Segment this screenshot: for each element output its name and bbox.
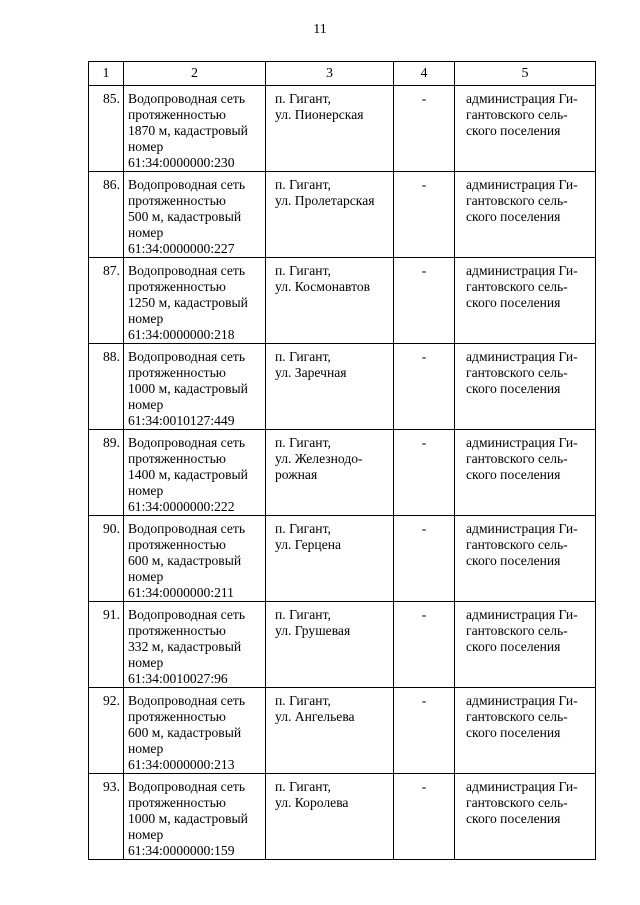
object-name-line: Водопроводная сеть [128,521,246,536]
table-header [89,62,596,86]
registry-table [88,61,596,860]
object-name-line: протяженностью [128,537,226,552]
row-number: 90. [89,516,124,602]
owner-line: гантовского сель- [466,623,568,638]
header-row [89,62,596,86]
object-name-line: 61:34:0000000:222 [128,499,235,514]
object-name-line: Водопроводная сеть [128,349,246,364]
owner-line: администрация Ги- [466,521,578,536]
row-number: 85. [89,86,124,172]
owner-cell [455,602,596,688]
object-name-line: протяженностью [128,107,226,122]
address-cell [266,688,394,774]
object-name-cell [124,516,266,602]
object-name-line: протяженностью [128,365,226,380]
object-name-line: 61:34:0000000:213 [128,757,235,772]
row-number: 87. [89,258,124,344]
column-4-cell: - [394,774,455,860]
owner-line: администрация Ги- [466,91,578,106]
object-name-cell [124,430,266,516]
owner-line: администрация Ги- [466,349,578,364]
address-line: ул. Герцена [275,537,342,552]
object-name-line: Водопроводная сеть [128,693,246,708]
object-name-line: протяженностью [128,709,226,724]
column-4-cell: - [394,602,455,688]
owner-cell [455,774,596,860]
object-name-cell [124,172,266,258]
address-line: п. Гигант, [275,435,331,450]
object-name-line: протяженностью [128,451,226,466]
address-line: п. Гигант, [275,177,331,192]
address-line: ул. Грушевая [275,623,351,638]
object-name-line: 61:34:0000000:218 [128,327,235,342]
owner-line: ского поселения [466,811,561,826]
object-name-line: 61:34:0000000:230 [128,155,235,170]
object-name-line: 61:34:0000000:159 [128,843,235,858]
owner-line: гантовского сель- [466,279,568,294]
owner-cell [455,344,596,430]
object-name-line: 1000 м, кадастровый [128,381,248,396]
owner-line: гантовского сель- [466,193,568,208]
address-line: п. Гигант, [275,349,331,364]
address-line: ул. Космонавтов [275,279,371,294]
object-name-line: номер [128,225,164,240]
object-name-line: 500 м, кадастровый [128,209,242,224]
address-cell [266,602,394,688]
object-name-line: Водопроводная сеть [128,435,246,450]
header-col-5: 5 [455,62,596,86]
column-4-cell: - [394,688,455,774]
header-col-1: 1 [89,62,124,86]
column-4-cell: - [394,258,455,344]
owner-line: ского поселения [466,295,561,310]
address-cell [266,774,394,860]
address-line: ул. Заречная [275,365,347,380]
column-4-cell: - [394,430,455,516]
address-cell [266,258,394,344]
owner-line: администрация Ги- [466,177,578,192]
object-name-line: номер [128,139,164,154]
owner-line: ского поселения [466,553,561,568]
object-name-line: 1870 м, кадастровый [128,123,248,138]
object-name-line: протяженностью [128,279,226,294]
table-row [89,344,596,430]
owner-line: гантовского сель- [466,451,568,466]
owner-line: администрация Ги- [466,607,578,622]
table-row [89,516,596,602]
address-cell [266,344,394,430]
address-line: ул. Пионерская [275,107,364,122]
owner-line: администрация Ги- [466,435,578,450]
row-number: 91. [89,602,124,688]
object-name-line: Водопроводная сеть [128,177,246,192]
object-name-line: 1000 м, кадастровый [128,811,248,826]
owner-cell [455,172,596,258]
row-number: 86. [89,172,124,258]
owner-line: ского поселения [466,725,561,740]
object-name-line: Водопроводная сеть [128,91,246,106]
owner-cell [455,258,596,344]
object-name-line: протяженностью [128,193,226,208]
owner-line: гантовского сель- [466,709,568,724]
object-name-line: 600 м, кадастровый [128,553,242,568]
page-number: 11 [313,22,327,37]
owner-cell [455,516,596,602]
object-name-cell [124,258,266,344]
object-name-cell [124,86,266,172]
object-name-line: номер [128,655,164,670]
address-line: ул. Королева [275,795,349,810]
object-name-line: номер [128,311,164,326]
owner-line: администрация Ги- [466,779,578,794]
owner-line: ского поселения [466,209,561,224]
object-name-line: 61:34:0000000:211 [128,585,234,600]
address-line: п. Гигант, [275,263,331,278]
object-name-line: номер [128,741,164,756]
object-name-line: 600 м, кадастровый [128,725,242,740]
column-4-cell: - [394,344,455,430]
address-cell [266,172,394,258]
object-name-line: протяженностью [128,623,226,638]
table-row [89,602,596,688]
row-number: 93. [89,774,124,860]
object-name-line: Водопроводная сеть [128,263,246,278]
address-line: ул. Пролетарская [275,193,375,208]
owner-line: гантовского сель- [466,107,568,122]
column-4-cell: - [394,86,455,172]
object-name-line: 332 м, кадастровый [128,639,242,654]
address-line: п. Гигант, [275,693,331,708]
object-name-line: номер [128,827,164,842]
owner-cell [455,688,596,774]
table-row [89,86,596,172]
owner-line: администрация Ги- [466,263,578,278]
owner-line: ского поселения [466,123,561,138]
address-line: ул. Железнодо- [275,451,363,466]
object-name-line: номер [128,397,164,412]
object-name-cell [124,688,266,774]
address-line: п. Гигант, [275,91,331,106]
header-col-3: 3 [266,62,394,86]
owner-cell [455,86,596,172]
owner-line: ского поселения [466,639,561,654]
address-cell [266,430,394,516]
row-number: 88. [89,344,124,430]
owner-line: ского поселения [466,381,561,396]
address-line: п. Гигант, [275,521,331,536]
object-name-line: Водопроводная сеть [128,607,246,622]
object-name-line: Водопроводная сеть [128,779,246,794]
object-name-cell [124,774,266,860]
row-number: 92. [89,688,124,774]
object-name-line: номер [128,569,164,584]
table-row [89,430,596,516]
column-4-cell: - [394,516,455,602]
object-name-cell [124,344,266,430]
object-name-line: 61:34:0010127:449 [128,413,235,428]
object-name-line: протяженностью [128,795,226,810]
row-number: 89. [89,430,124,516]
table-row [89,688,596,774]
table-row [89,774,596,860]
object-name-cell [124,602,266,688]
address-cell [266,86,394,172]
table-row [89,258,596,344]
owner-line: ского поселения [466,467,561,482]
object-name-line: 61:34:0000000:227 [128,241,235,256]
address-line: рожная [275,467,318,482]
table-body [89,86,596,860]
address-line: п. Гигант, [275,779,331,794]
owner-line: гантовского сель- [466,365,568,380]
address-line: п. Гигант, [275,607,331,622]
owner-line: администрация Ги- [466,693,578,708]
address-line: ул. Ангельева [275,709,355,724]
object-name-line: 1400 м, кадастровый [128,467,248,482]
object-name-line: 61:34:0010027:96 [128,671,228,686]
object-name-line: 1250 м, кадастровый [128,295,248,310]
header-col-4: 4 [394,62,455,86]
owner-line: гантовского сель- [466,537,568,552]
object-name-line: номер [128,483,164,498]
table-row [89,172,596,258]
owner-line: гантовского сель- [466,795,568,810]
column-4-cell: - [394,172,455,258]
owner-cell [455,430,596,516]
address-cell [266,516,394,602]
header-col-2: 2 [124,62,266,86]
